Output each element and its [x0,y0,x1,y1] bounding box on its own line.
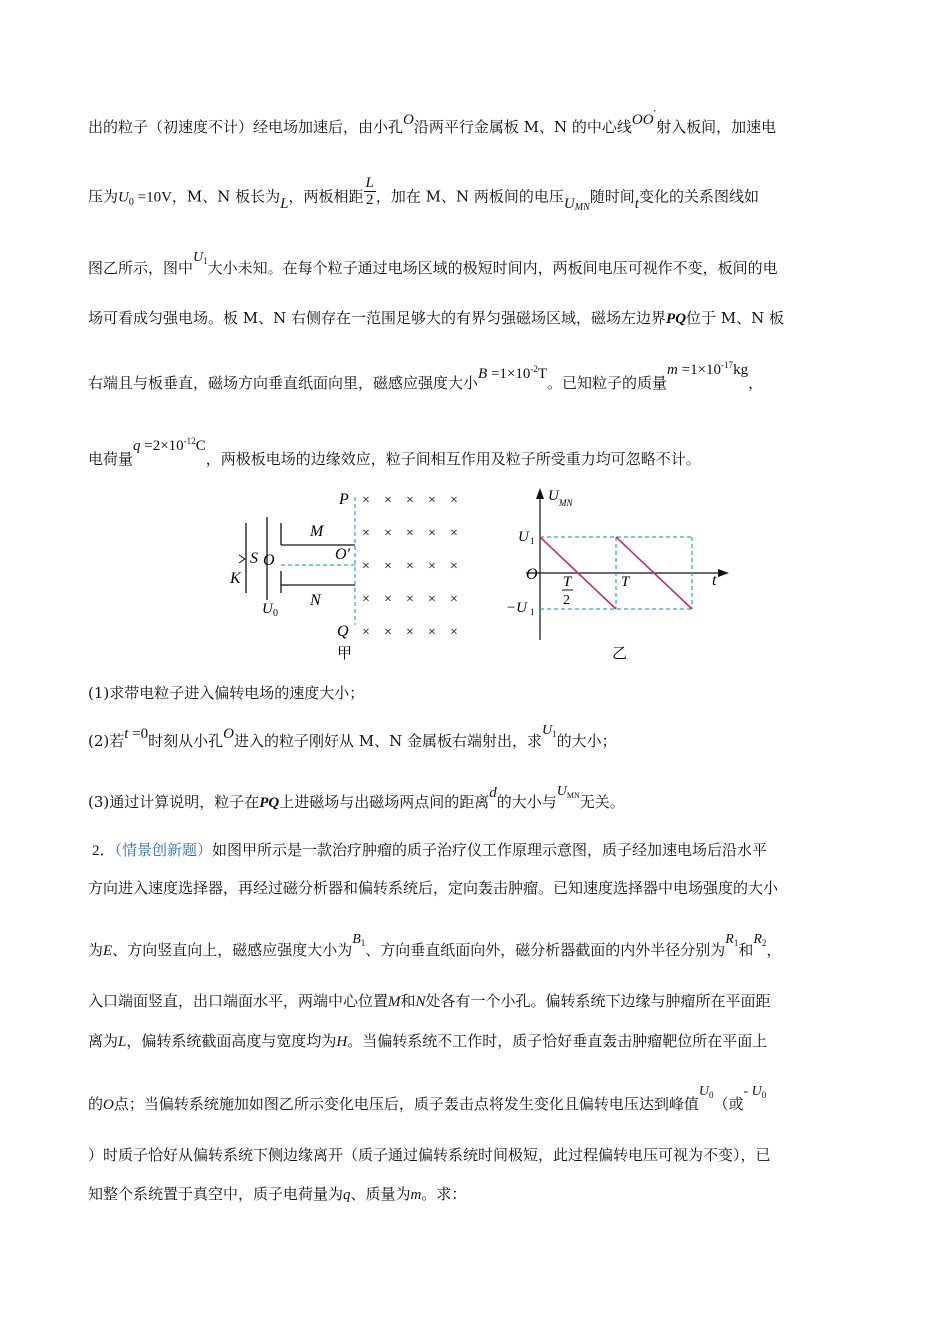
subscript: 0 [128,196,134,208]
y-axis-label: U [548,488,559,504]
math-H: H [336,1034,348,1050]
unit: kg [733,362,749,378]
text: ，偏转系统截面高度与宽度均为 [126,1032,337,1050]
text: 位于 M、N 板 [686,309,785,327]
field-cross: × [406,526,414,541]
field-cross: × [362,526,370,541]
text: 电荷量 [88,450,134,468]
y-axis-label-sub: MN [559,498,573,508]
value: =1×10 [677,362,722,378]
value: =2×10 [140,438,184,454]
text: 无关。 [579,793,625,811]
problem-number: 2． [92,843,115,859]
field-cross: × [428,625,436,640]
question-2 [88,723,617,753]
unit: C [195,438,206,454]
frac-num: L [365,175,374,191]
unit: T [537,366,548,382]
text: 为 [88,941,104,959]
exponent: -17 [721,360,734,370]
math-B-expr [478,364,547,382]
field-cross: × [406,625,414,640]
text-line-1 [88,108,777,139]
math-t: t [124,726,129,742]
label-U0: U [262,601,273,617]
text: 的 [88,1095,104,1113]
text: 方向进入速度选择器，再经过磁分析器和偏转系统后，定向轰击肿瘤。已知速度选择器中电场强度的大小 [88,879,779,897]
text: 离为 [88,1032,119,1050]
problem-2-line-2 [88,878,778,898]
tick-T: T [621,574,630,590]
math-U0: U [118,189,129,206]
value: =1×10 [487,366,531,382]
subscript: 0 [761,1090,767,1100]
text: 入口端面竖直，出口端面水平，两端中心位置 [88,992,389,1010]
math-t0 [124,724,148,742]
field-cross: × [428,493,436,508]
text: 变化的关系图线如 [638,187,759,206]
math-R2: R [753,932,762,947]
y-arrow [536,488,544,499]
field-cross: × [450,592,458,607]
field-cross: × [450,559,458,574]
math-neg-U0: - U [743,1084,762,1099]
text: (1)求带电粒子进入偏转电场的速度大小； [88,684,365,702]
text: ，两极板电场的边缘效应，粒子间相互作用及粒子所受重力均可忽略不计。 [205,450,701,468]
text: 。已知粒子的质量 [547,374,668,392]
label-O-prime: O′ [335,546,351,563]
x-axis-label: t [712,572,717,589]
text: 。求： [421,1185,467,1203]
problem-2-line-1 [92,840,767,861]
math-U1: U [193,250,204,265]
tick-T-half-den: 2 [563,593,570,608]
field-cross: × [406,559,414,574]
field-cross: × [406,592,414,607]
math-q: q [133,438,141,454]
field-cross: × [384,559,392,574]
figure-jia [225,485,475,665]
problem-2-line-7 [88,1145,771,1165]
field-cross: × [428,559,436,574]
tick-U1: U [518,529,529,545]
label-O: O [263,552,275,569]
math-N: N [415,994,426,1010]
text: 和 [400,992,416,1010]
text: 图乙所示，图中 [88,259,194,277]
magnetic-field-crosses [362,493,458,640]
tick-T-half-num: T [563,574,572,590]
math-R1: R [725,932,734,947]
text-line-2 [88,175,759,214]
question-3 [88,784,625,815]
text-line-4 [88,308,784,329]
text: 出的粒子（初速度不计）经电场加速后，由小孔 [88,118,404,136]
text-line-3 [88,250,778,280]
question-1 [88,683,364,703]
text: 、方向竖直向上，磁感应强度大小为 [112,941,353,959]
subscript: MN [574,201,590,213]
label-M: M [310,523,324,540]
subscript: 2 [761,938,767,948]
text: 进入的粒子刚好从 M、N 金属板右端射出，求 [234,732,543,750]
text: ）时质子恰好从偏转系统下侧边缘离开（质子通过偏转系统时间极短，此过程偏转电压可视为不变），已 [88,1146,771,1164]
text: ， [766,941,782,959]
field-cross: × [362,625,370,640]
math-U: U [556,784,567,799]
field-cross: × [428,526,436,541]
subscript: 1 [360,938,366,948]
label-N: N [310,592,321,609]
text: 右端且与板垂直，磁场方向垂直纸面向里，磁感应强度大小 [88,374,479,392]
text: 、质量为 [350,1185,411,1203]
field-cross: × [450,625,458,640]
math-E: E [103,943,113,959]
text: ， [748,374,764,392]
math-m: m [410,1187,422,1203]
caption-yi: 乙 [612,646,628,662]
value-U0: =10V [133,189,172,206]
math-O: O [223,726,234,742]
field-cross: × [384,625,392,640]
math-d: d [489,785,497,801]
math-B1: B [352,932,361,947]
subscript: 1 [203,256,208,266]
text: 压为 [88,187,119,206]
field-cross: × [450,526,458,541]
x-arrow [718,569,729,577]
text: (3)通过计算说明，粒子在 [88,793,260,811]
field-cross: × [362,493,370,508]
subscript: 1 [552,729,557,739]
text: 的大小与 [496,793,557,811]
subscript: 0 [709,1090,714,1100]
math-O: O [103,1097,114,1113]
subscript: 1 [733,938,739,948]
label-U0-sub: 0 [273,608,278,619]
text: 场可看成匀强电场。板 M、N 右侧存在一范围足够大的有界匀强磁场区域，磁场左边界 [88,309,667,327]
arrow-mark [239,555,245,563]
text: 射入板间，加速电 [656,118,777,136]
math-UMN: U [563,195,575,212]
text: 上进磁场与出磁场两点间的距离 [279,793,490,811]
label-K: K [230,570,241,587]
tick-U1-sub: 1 [530,536,535,546]
math-m-expr [667,360,748,378]
math-U1: U [542,723,553,738]
problem-2-line-8 [88,1184,466,1205]
problem-2-line-6 [88,1084,767,1116]
math-M: M [388,994,401,1010]
field-cross: × [450,493,458,508]
figure-yi [500,485,740,665]
text: 时刻从小孔 [148,732,224,750]
tick-neg-U1-sub: 1 [530,607,535,617]
origin-label: O [526,566,538,583]
tick-neg-U1: −U [506,600,527,616]
math-OO-prime: OO [631,112,654,128]
math-B: B [478,366,488,382]
text: 的大小； [556,732,617,750]
math-t: t [634,195,639,212]
text: （或 [713,1095,744,1113]
text: (2)若 [88,732,125,750]
math-L: L [280,195,289,212]
prime-mark: ′ [653,108,657,121]
fraction-L-over-2 [364,175,376,208]
field-cross: × [428,592,436,607]
text: 点；当偏转系统施加如图乙所示变化电压后，质子轰击点将发生变化且偏转电压达到峰值 [113,1095,699,1113]
text: 、方向垂直纸面向外，磁分析器截面的内外半径分别为 [365,941,726,959]
exponent: -12 [183,436,196,446]
problem-2-line-5 [88,1031,767,1052]
math-U0: U [698,1084,709,1099]
math-O: O [403,112,414,128]
math-q: q [343,1187,351,1203]
text: 如图甲所示是一款治疗肿瘤的质子治疗仪工作原理示意图，质子经加速电场后沿水平 [212,841,768,859]
label-S: S [250,550,258,567]
field-cross: × [384,526,392,541]
label-P: P [339,491,349,508]
text: ，M、N 板长为 [171,187,281,206]
field-cross: × [384,592,392,607]
text: ，加在 M、N 两板间的电压 [375,187,564,206]
problem-tag: （情景创新题） [114,841,213,859]
value: =0 [128,726,149,742]
text: 处各有一个小孔。偏转系统下边缘与肿瘤所在平面距 [425,992,771,1010]
frac-den: 2 [365,192,374,208]
math-L: L [118,1034,127,1050]
text: 沿两平行金属板 M、N 的中心线 [413,118,632,136]
text: 知整个系统置于真空中，质子电荷量为 [88,1185,344,1203]
field-cross: × [406,493,414,508]
field-cross: × [362,559,370,574]
text: ，两板相距 [288,187,364,206]
math-m: m [667,362,678,378]
field-cross: × [362,592,370,607]
label-Q: Q [337,623,349,640]
problem-2-line-4 [88,991,771,1012]
subscript: MN [566,791,580,800]
text: 。当偏转系统不工作时，质子恰好垂直轰击肿瘤靶位所在平面上 [347,1032,768,1050]
math-PQ: PQ [666,311,687,327]
caption-jia: 甲 [337,646,353,662]
problem-2-line-3 [88,932,782,962]
text: 随时间 [589,187,635,206]
field-cross: × [384,493,392,508]
math-PQ: PQ [259,795,280,811]
text: 大小未知。在每个粒子通过电场区域的极短时间内，两板间电压可视作不变，板间的电 [207,259,778,277]
text: 和 [738,941,754,959]
math-q-expr [133,436,206,454]
exponent: -2 [530,364,538,374]
